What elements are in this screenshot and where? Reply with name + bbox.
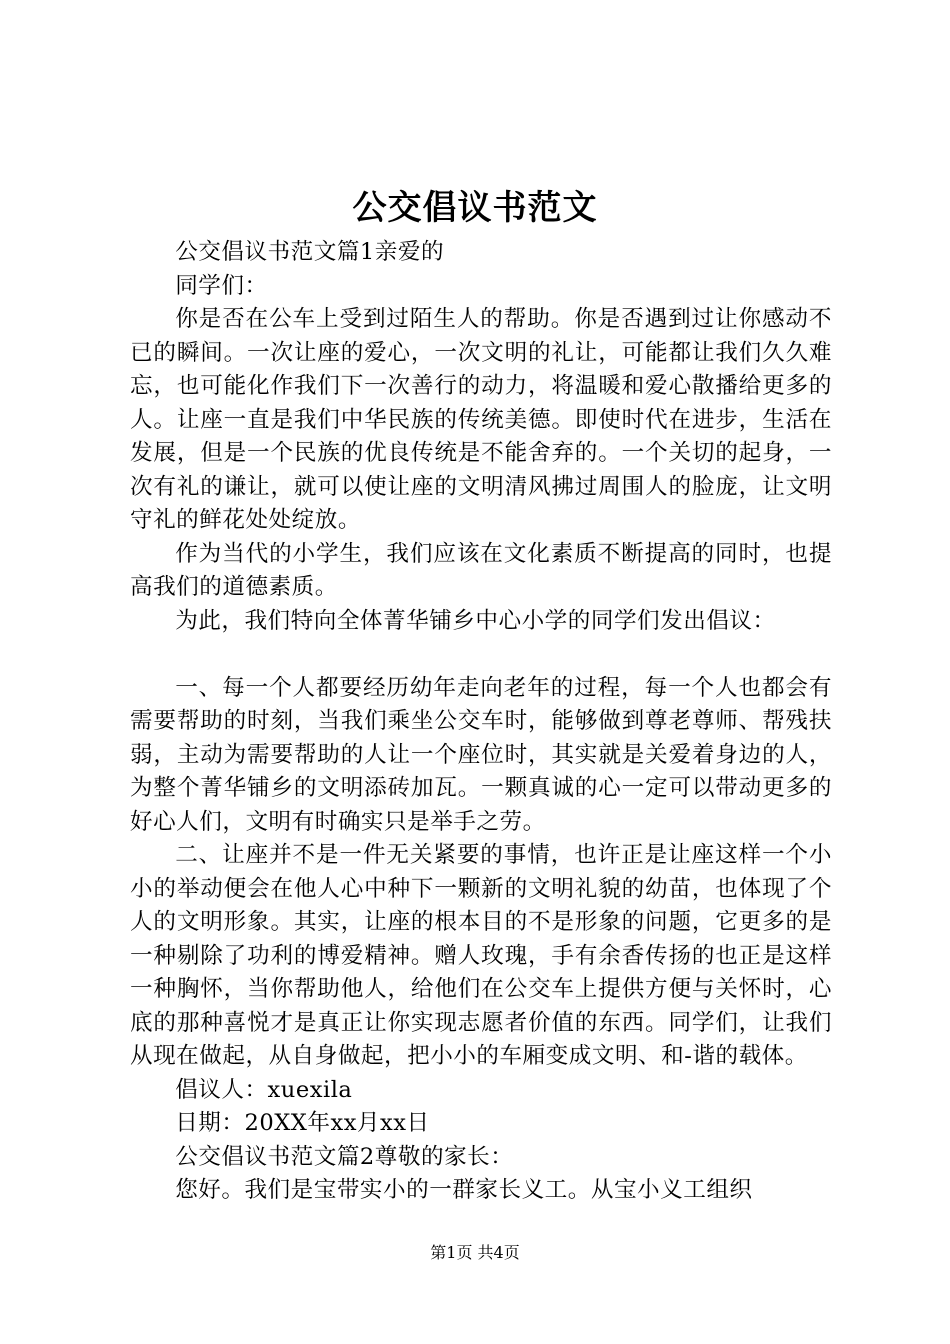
paragraph-second-greeting: 公交倡议书范文篇2尊敬的家长： <box>175 1143 514 1170</box>
paragraph-signatory: 倡议人：xuexila <box>175 1076 353 1103</box>
paragraph-greeting: 公交倡议书范文篇1亲爱的 <box>175 239 445 265</box>
paragraph-addressee: 同学们： <box>175 272 268 299</box>
document-body <box>130 236 832 1208</box>
paragraph-date: 日期：20XX年xx月xx日 <box>175 1110 430 1136</box>
document-title: 公交倡议书范文 <box>352 188 598 228</box>
paragraph-proposal-lead: 为此，我们特向全体菁华铺乡中心小学的同学们发出倡议： <box>175 607 776 634</box>
page-number-footer: 第1页 共4页 <box>430 1243 520 1262</box>
paragraph-second-intro: 您好。我们是宝带实小的一群家长义工。从宝小义工组织 <box>175 1177 753 1203</box>
paragraph-point-one: 一、每一个人都要经历幼年走向老年的过程，每一个人也都会有需要帮助的时刻，当我们乘坐公交车时，能够做到尊老尊师、帮残扶弱，主动为需要帮助的人让一个座位时，其实就是关爱着身边的人，为整个菁华铺乡的文明添砖加瓦。一颗真诚的心一定可以带动更多的好心人们，文明有时确实只是举手之劳。 <box>130 674 832 835</box>
paragraph-blank <box>130 638 832 672</box>
paragraph-moral: 作为当代的小学生，我们应该在文化素质不断提高的同时，也提高我们的道德素质。 <box>130 540 832 600</box>
paragraph-intro: 你是否在公车上受到过陌生人的帮助。你是否遇到过让你感动不已的瞬间。一次让座的爱心，一次文明的礼让，可能都让我们久久难忘，也可能化作我们下一次善行的动力，将温暖和爱心散播给更多的人。让座一直是我们中华民族的传统美德。即使时代在进步，生活在发展，但是一个民族的优良传统是不能舍弃的。一个关切的起身，一次有礼的谦让，就可以使让座的文明清风拂过周围人的脸庞，让文明守礼的鲜花处处绽放。 <box>130 306 832 533</box>
paragraph-point-two: 二、让座并不是一件无关紧要的事情，也许正是让座这样一个小小的举动便会在他人心中种下一颗新的文明礼貌的幼苗，也体现了个人的文明形象。其实，让座的根本目的不是形象的问题，它更多的是一种剔除了功利的博爱精神。赠人玫瑰，手有余香传扬的也正是这样一种胸怀，当你帮助他人，给他们在公交车上提供方便与关怀时，心底的那种喜悦才是真正让你实现志愿者价值的东西。同学们，让我们从现在做起，从自身做起，把小小的车厢变成文明、和-谐的载体。 <box>130 842 832 1069</box>
